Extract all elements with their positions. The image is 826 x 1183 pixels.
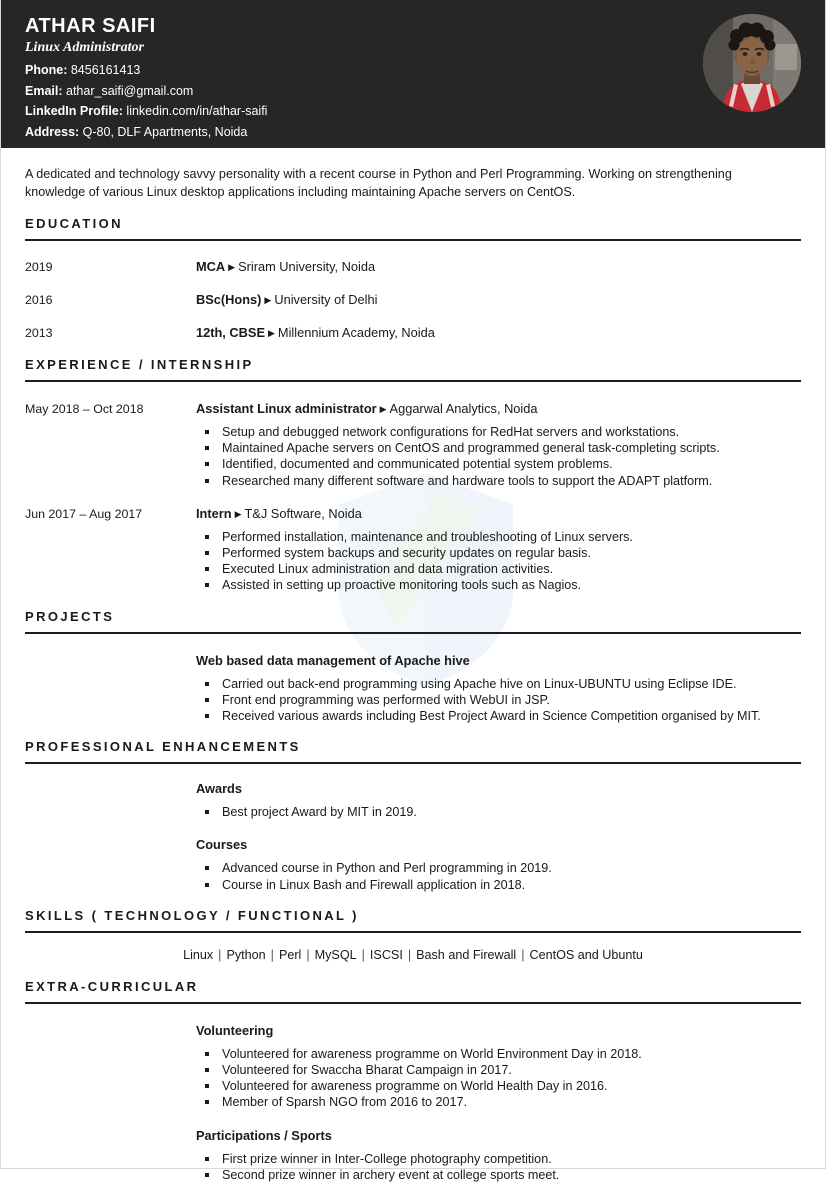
extracurricular-group-title: Volunteering [196, 1022, 274, 1038]
address-label: Address: [25, 124, 80, 139]
education-degree: 12th, CBSE [196, 325, 265, 340]
education-entry [25, 324, 801, 342]
professional-summary: A dedicated and technology savvy personality with a recent course in Python and Perl Programming. Working on strengthening knowledge of various Linux desktop applications including maintaining Apache servers on CentOS. [25, 167, 732, 199]
skill-separator: | [270, 947, 274, 962]
experience-entry [25, 505, 801, 594]
list-item: Researched many different software and hardware tools to support the ADAPT platform. [205, 473, 801, 489]
email-value[interactable]: athar_saifi@gmail.com [66, 83, 194, 98]
skill-separator: | [361, 947, 365, 962]
skill-item: MySQL [314, 947, 357, 962]
enhancement-group-awards [25, 764, 801, 820]
list-item: Carried out back-end programming using Apache hive on Linux-UBUNTU using Eclipse IDE. [205, 676, 801, 692]
contact-linkedin [25, 101, 801, 122]
project-entry [25, 634, 801, 725]
list-item: Maintained Apache servers on CentOS and programmed general task-completing scripts. [205, 440, 801, 456]
experience-company: Aggarwal Analytics, Noida [389, 401, 538, 416]
address-value: Q-80, DLF Apartments, Noida [82, 124, 248, 139]
section-rule [25, 239, 801, 241]
skill-item: Python [226, 947, 266, 962]
participations-bullet-list [196, 1151, 801, 1183]
phone-value: 8456161413 [70, 63, 141, 77]
list-item: Front end programming was performed with WebUI in JSP. [205, 692, 801, 708]
skill-item: Linux [183, 947, 214, 962]
skill-separator: | [218, 947, 222, 962]
experience-role: Intern [196, 505, 232, 521]
courses-bullet-list [196, 860, 801, 892]
email-label: Email: [25, 83, 63, 98]
experience-title [196, 505, 801, 522]
experience-date: Jun 2017 – Aug 2017 [25, 506, 143, 521]
list-item: Performed system backups and security updates on regular basis. [205, 545, 801, 561]
project-name: Web based data management of Apache hive [196, 652, 470, 668]
list-item: Performed installation, maintenance and troubleshooting of Linux servers. [205, 529, 801, 545]
triangle-separator-icon: ▶ [267, 328, 275, 338]
experience-role: Assistant Linux administrator [196, 401, 377, 416]
education-institution: Sriram University, Noida [238, 259, 376, 274]
section-rule [25, 380, 801, 382]
section-title-professional-enhancements: PROFESSIONAL ENHANCEMENTS [25, 739, 301, 755]
education-title [196, 324, 801, 341]
skill-separator: | [521, 947, 525, 962]
education-date: 2019 [25, 260, 53, 274]
education-title [196, 258, 801, 275]
list-item: Identified, documented and communicated potential system problems. [205, 456, 801, 472]
job-title: Linux Administrator [25, 40, 144, 55]
awards-bullet-list [196, 804, 801, 820]
phone-label: Phone: [25, 63, 68, 77]
section-title-extra-curricular: EXTRA-CURRICULAR [25, 978, 199, 994]
experience-company: T&J Software, Noida [244, 505, 362, 521]
section-title-experience: EXPERIENCE / INTERNSHIP [25, 357, 254, 372]
education-degree: MCA [196, 259, 226, 274]
triangle-separator-icon: ▶ [379, 404, 387, 414]
enhancement-group-title: Awards [196, 781, 242, 797]
list-item: Volunteered for awareness programme on World Environment Day in 2018. [205, 1046, 801, 1062]
education-institution: Millennium Academy, Noida [277, 325, 435, 340]
volunteering-bullet-list [196, 1046, 801, 1111]
education-institution: University of Delhi [274, 292, 378, 307]
extracurricular-group-volunteering [25, 1004, 801, 1111]
list-item: Member of Sparsh NGO from 2016 to 2017. [205, 1094, 801, 1110]
education-title [196, 291, 801, 308]
education-date: 2013 [25, 326, 53, 340]
resume-header [1, 0, 825, 148]
contact-email [25, 81, 801, 102]
experience-date: May 2018 – Oct 2018 [25, 402, 144, 416]
extracurricular-group-participations [25, 1111, 801, 1183]
education-entry [25, 258, 801, 276]
skill-separator: | [306, 947, 310, 962]
list-item: Advanced course in Python and Perl programming in 2019. [205, 860, 801, 876]
enhancement-group-title: Courses [196, 837, 248, 853]
section-title-projects: PROJECTS [25, 608, 115, 624]
resume-body [1, 148, 825, 1183]
education-entry [25, 291, 801, 309]
list-item: Course in Linux Bash and Firewall application in 2018. [205, 877, 801, 893]
education-date: 2016 [25, 293, 53, 307]
section-title-skills: SKILLS ( TECHNOLOGY / FUNCTIONAL ) [25, 907, 359, 923]
project-bullet-list [196, 676, 801, 725]
triangle-separator-icon: ▶ [264, 295, 272, 305]
list-item: Assisted in setting up proactive monitoring tools such as Nagios. [205, 577, 801, 593]
experience-entry [25, 400, 801, 489]
experience-title [196, 400, 801, 417]
skill-item: Bash and Firewall [416, 947, 517, 962]
education-degree: BSc(Hons) [196, 292, 262, 307]
enhancement-group-courses [25, 820, 801, 892]
skills-list [25, 933, 801, 964]
experience-bullet-list [196, 424, 801, 489]
list-item: Setup and debugged network configurations for RedHat servers and workstations. [205, 424, 801, 440]
skill-separator: | [407, 947, 412, 962]
page-title: ATHAR SAIFI [25, 15, 156, 37]
avatar [703, 14, 801, 112]
linkedin-value[interactable]: linkedin.com/in/athar-saifi [126, 104, 268, 118]
list-item: Executed Linux administration and data migration activities. [205, 561, 801, 577]
section-title-education: EDUCATION [25, 216, 123, 231]
skill-item: ISCSI [369, 947, 403, 962]
linkedin-label: LinkedIn Profile: [25, 104, 123, 118]
list-item: Received various awards including Best Project Award in Science Competition organised by MIT. [205, 708, 801, 724]
contact-phone [25, 60, 801, 81]
triangle-separator-icon: ▶ [234, 508, 242, 519]
skill-item: Perl [278, 947, 302, 962]
extracurricular-group-title: Participations / Sports [196, 1127, 332, 1143]
list-item: First prize winner in Inter-College photography competition. [205, 1151, 801, 1167]
list-item: Volunteered for Swaccha Bharat Campaign in 2017. [205, 1062, 801, 1078]
list-item: Volunteered for awareness programme on World Health Day in 2016. [205, 1078, 801, 1094]
triangle-separator-icon: ▶ [228, 262, 236, 272]
skill-item: CentOS and Ubuntu [529, 947, 643, 962]
list-item: Best project Award by MIT in 2019. [205, 804, 801, 820]
list-item: Second prize winner in archery event at college sports meet. [205, 1167, 801, 1183]
contact-address [25, 122, 801, 143]
experience-bullet-list [196, 529, 801, 594]
